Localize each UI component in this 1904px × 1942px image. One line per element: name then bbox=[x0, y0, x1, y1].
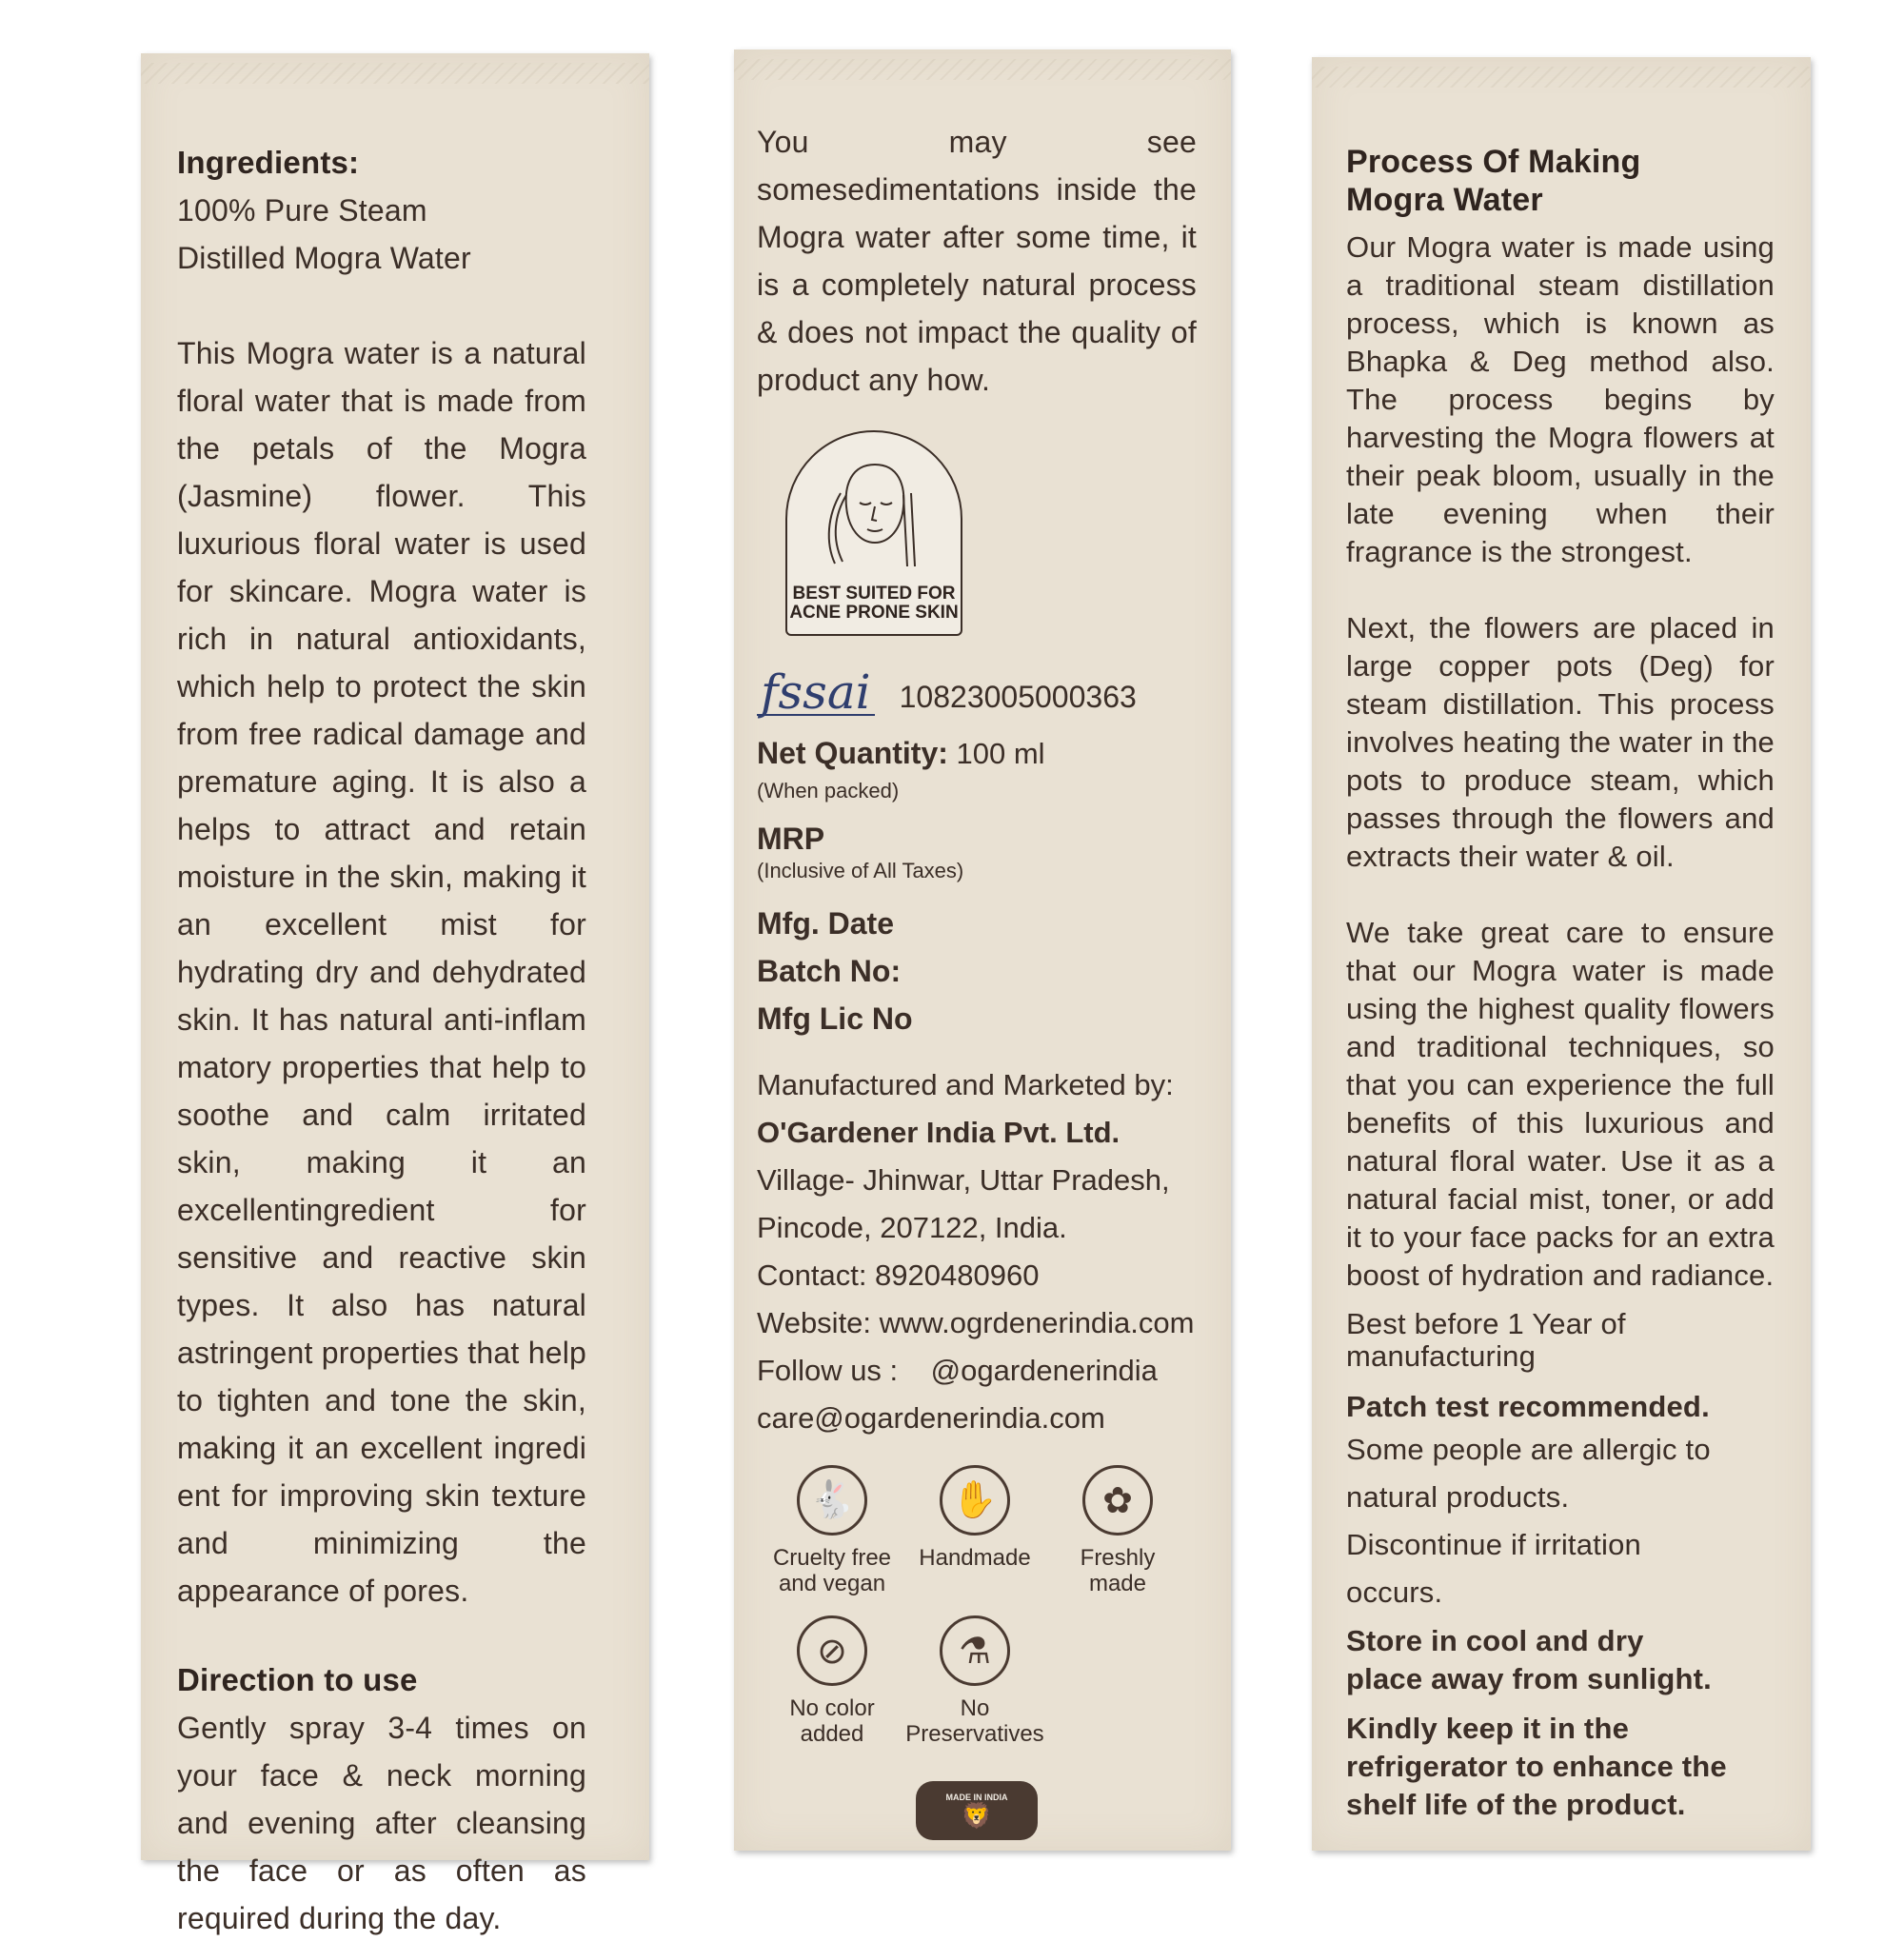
badge-line-2: ACNE PRONE SKIN bbox=[789, 603, 959, 623]
badge-line-1: BEST SUITED FOR bbox=[792, 584, 956, 604]
left-panel bbox=[141, 53, 649, 1935]
icon-label-line: Freshly bbox=[1080, 1545, 1156, 1571]
net-quantity-label: Net Quantity: bbox=[757, 736, 948, 770]
process-paragraph-2: Next, the flowers are placed in large copper pots (Deg) for steam distillation. This process involves heating the water in the pots to produce steam, which passes through the flowers and extracts their water & oil. bbox=[1346, 611, 1775, 873]
process-title-line-1: Process Of Making bbox=[1346, 144, 1641, 180]
icon-label-line: and vegan bbox=[778, 1571, 886, 1596]
lion-icon: 🦁 bbox=[961, 1801, 993, 1830]
description-text: This Mogra water is a natural floral water that is made from the petals of the Mogra (Jasmine) flower. This luxurious floral water is used for skincare. Mogra water is rich in natural antioxidants, which help to protect the skin from free radical damage and premature aging. It is also a helps to attract and retain moisture in the skin, making it an excellent mist for hydrating dry and dehydrated skin. It has natural anti-inflam matory properties that help to soothe and calm irritated skin, making it an excellentingredient for sensitive and reactive skin types. It also has natural astringent properties that help to tighten and tone the skin, making it an excellent ingredi ent for improving skin texture and minimizing the appearance of pores. bbox=[177, 336, 586, 1608]
fssai-number: 10823005000363 bbox=[899, 680, 1137, 714]
website: Website: www.ogrdenerindia.com bbox=[757, 1306, 1195, 1339]
process-title-line-2: Mogra Water bbox=[1346, 182, 1543, 218]
process-paragraph-1: Our Mogra water is made using a traditional steam distillation process, which is known as Bhapka & Deg method also. The process begins by harvesting the Mogra flowers at their peak bloom, usually in the late evening when their fragrance is the strongest. bbox=[1346, 230, 1775, 568]
icon-label-line: made bbox=[1088, 1571, 1147, 1596]
icon-label-line: No color bbox=[789, 1695, 875, 1721]
icon-label-line: added bbox=[800, 1721, 864, 1747]
middle-panel bbox=[734, 50, 1231, 1851]
face-icon bbox=[808, 447, 942, 571]
handmade-item bbox=[903, 1465, 1046, 1596]
when-packed-note: (When packed) bbox=[757, 779, 900, 803]
follow-label: Follow us : bbox=[757, 1354, 899, 1387]
manufactured-by: Manufactured and Marketed by: bbox=[757, 1068, 1174, 1101]
process-title bbox=[1346, 143, 1775, 219]
allergy-note: Some people are allergic to natural products. Discontinue if irritation occurs. bbox=[1346, 1433, 1711, 1609]
icon-label-line: Cruelty free bbox=[772, 1545, 892, 1571]
ingredients-title: Ingredients: bbox=[177, 145, 360, 180]
contact: Contact: 8920480960 bbox=[757, 1258, 1040, 1292]
mrp-note: (Inclusive of All Taxes) bbox=[757, 859, 964, 882]
ingredients-text: 100% Pure Steam Distilled Mogra Water bbox=[177, 193, 471, 275]
email: care@ogardenerindia.com bbox=[757, 1401, 1105, 1435]
icon-label-line: No bbox=[960, 1695, 990, 1721]
net-quantity-value: 100 ml bbox=[956, 737, 1045, 770]
address-line-2: Pincode, 207122, India. bbox=[757, 1211, 1067, 1244]
freshly-made-item bbox=[1046, 1465, 1189, 1596]
fridge-note: Kindly keep it in the refrigerator to enhance the shelf life of the product. bbox=[1346, 1712, 1727, 1821]
decorative-border bbox=[141, 63, 649, 84]
made-in-india-logo bbox=[916, 1781, 1038, 1840]
cruelty-free-icon: 🐇 bbox=[797, 1465, 867, 1536]
store-note: Store in cool and dry place away from sunlight. bbox=[1346, 1624, 1712, 1695]
cruelty-free-item bbox=[761, 1465, 903, 1596]
acne-skin-badge bbox=[785, 430, 962, 636]
direction-text: Gently spray 3-4 times on your face & neck morning and evening after cleansing the face or as often as required during the day. bbox=[177, 1711, 586, 1935]
follow-handle: @ogardenerindia bbox=[930, 1354, 1158, 1387]
icon-label-line: Preservatives bbox=[905, 1721, 1044, 1747]
address-line-1: Village- Jhinwar, Uttar Pradesh, bbox=[757, 1163, 1170, 1197]
mrp-label: MRP bbox=[757, 822, 825, 856]
decorative-border bbox=[734, 59, 1231, 80]
process-paragraph-3: We take great care to ensure that our Mogra water is made using the highest quality flowers and traditional techniques, so that you can experience the full benefits of this luxurious and natural floral water. Use it as a natural facial mist, toner, or add it to your face packs for an extra boost of hydration and radiance. bbox=[1346, 916, 1775, 1292]
handmade-icon: ✋ bbox=[940, 1465, 1010, 1536]
best-before: Best before 1 Year of manufacturing bbox=[1346, 1307, 1626, 1373]
sediment-note: You may see somesedimentations inside the Mogra water after some time, it is a completely natural process & does not impact the quality of product any how. bbox=[757, 125, 1197, 397]
direction-title: Direction to use bbox=[177, 1662, 418, 1697]
batch-label: Batch No: bbox=[757, 954, 902, 988]
freshly-made-icon: ✿ bbox=[1082, 1465, 1153, 1536]
no-color-icon: ⊘ bbox=[797, 1615, 867, 1686]
patch-test: Patch test recommended. bbox=[1346, 1390, 1710, 1423]
right-panel bbox=[1312, 57, 1811, 1851]
no-preservatives-icon: ⚗ bbox=[940, 1615, 1010, 1686]
mfg-lic-label: Mfg Lic No bbox=[757, 1001, 913, 1036]
mfg-date-label: Mfg. Date bbox=[757, 906, 894, 941]
decorative-border bbox=[1312, 67, 1811, 88]
icon-label-line: Handmade bbox=[919, 1545, 1031, 1571]
made-in-india-text: MADE IN INDIA bbox=[945, 1793, 1008, 1802]
no-preservatives-item bbox=[903, 1615, 1046, 1747]
company-name: O'Gardener India Pvt. Ltd. bbox=[757, 1116, 1121, 1149]
fssai-logo: fssai bbox=[757, 670, 875, 716]
no-color-item bbox=[761, 1615, 903, 1747]
